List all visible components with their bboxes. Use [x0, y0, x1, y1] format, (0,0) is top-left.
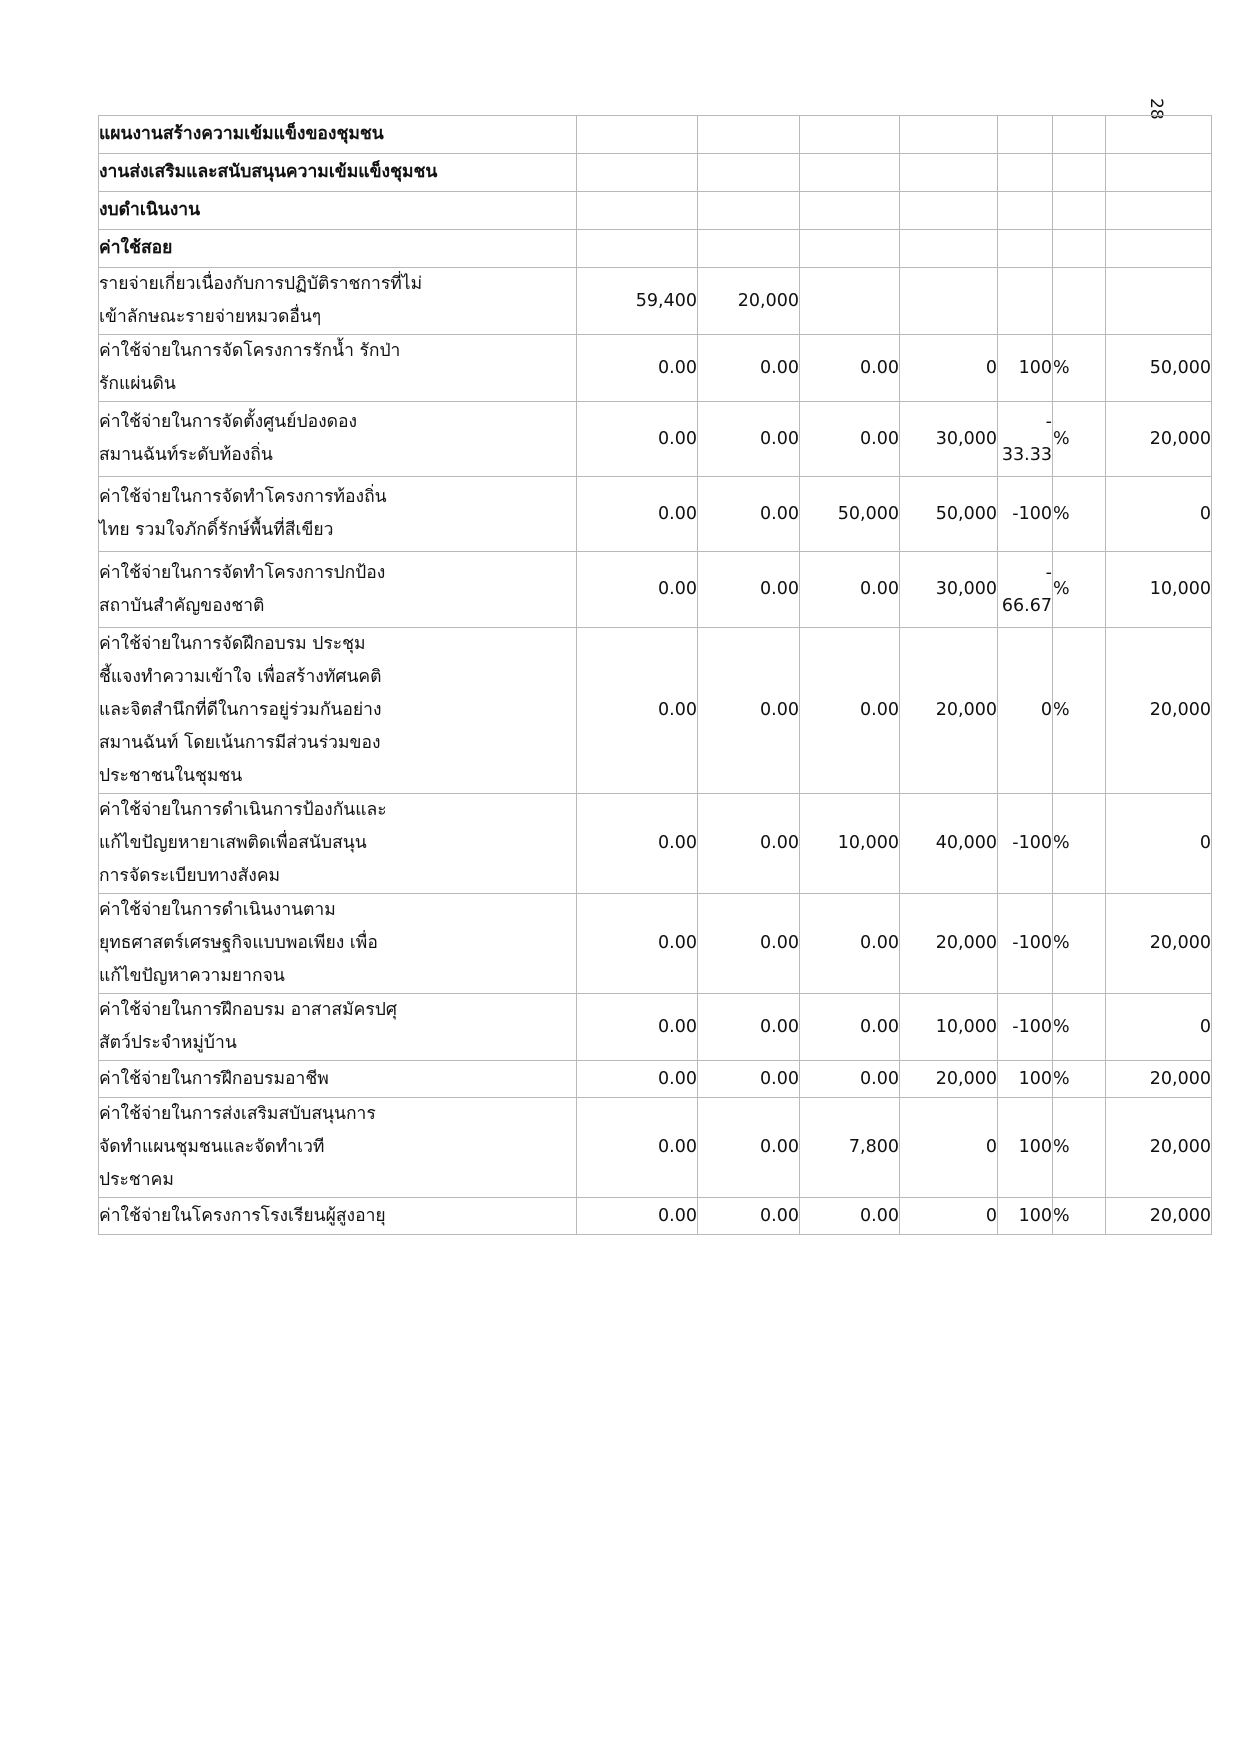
item-label	[99, 628, 577, 794]
label-line: ค่าใช้จ่ายในการส่งเสริมสบับสนุนการ	[99, 1104, 376, 1124]
empty-cell	[800, 116, 900, 154]
percent-unit: %	[1053, 402, 1106, 477]
empty-cell	[1106, 192, 1212, 230]
value-cell: 0.00	[800, 994, 900, 1061]
empty-cell	[698, 116, 800, 154]
empty-cell	[900, 154, 998, 192]
label-line: สถาบันสำคัญของชาติ	[99, 595, 265, 616]
section-header: งานส่งเสริมและสนับสนุนความเข้มแข็งชุมชน	[99, 154, 577, 192]
item-label	[99, 1198, 577, 1235]
empty-cell	[900, 230, 998, 268]
item-row	[99, 552, 1212, 628]
percent-cell: 100	[998, 1061, 1053, 1098]
label-line: จัดทำแผนชุมชนและจัดทำเวที	[99, 1137, 325, 1157]
item-row	[99, 794, 1212, 894]
value-cell: 0.00	[800, 894, 900, 994]
section-header: แผนงานสร้างความเข้มแข็งของชุมชน	[99, 116, 577, 154]
percent-unit: %	[1053, 1098, 1106, 1198]
item-row	[99, 402, 1212, 477]
value-cell: 0.00	[577, 335, 698, 402]
value-cell: 7,800	[800, 1098, 900, 1198]
label-line: แก้ไขปัญหาความยากจน	[99, 966, 285, 986]
label-line: และจิตสำนึกที่ดีในการอยู่ร่วมกันอย่าง	[99, 700, 382, 720]
label-line: ยุทธศาสตร์เศรษฐกิจแบบพอเพียง เพื่อ	[99, 933, 378, 953]
value-cell: 0.00	[698, 894, 800, 994]
item-label	[99, 552, 577, 628]
percent-unit: %	[1053, 335, 1106, 402]
value-cell: 20,000	[900, 628, 998, 794]
percent-line: -	[1045, 412, 1052, 432]
percent-cell: 0	[998, 628, 1053, 794]
empty-cell	[998, 268, 1053, 335]
percent-line: 33.33	[1001, 445, 1052, 465]
item-row	[99, 894, 1212, 994]
value-cell: 0.00	[698, 628, 800, 794]
label-line: สัตว์ประจำหมู่บ้าน	[99, 1033, 237, 1053]
empty-cell	[1106, 230, 1212, 268]
value-cell: 0	[1106, 794, 1212, 894]
header-row	[99, 230, 1212, 268]
empty-cell	[1106, 268, 1212, 335]
label-line: ค่าใช้จ่ายในการฝึกอบรมอาชีพ	[99, 1068, 329, 1089]
label-line: ประชาคม	[99, 1170, 174, 1190]
value-cell: 0.00	[698, 794, 800, 894]
budget-table-body	[99, 116, 1212, 1235]
value-cell: 0.00	[577, 1198, 698, 1235]
value-cell: 20,000	[900, 894, 998, 994]
item-label	[99, 477, 577, 552]
empty-cell	[900, 116, 998, 154]
label-line: ประชาชนในชุมชน	[99, 766, 243, 786]
value-cell: 0.00	[698, 1061, 800, 1098]
value-cell: 0.00	[577, 894, 698, 994]
empty-cell	[900, 192, 998, 230]
value-cell: 20,000	[1106, 894, 1212, 994]
item-label	[99, 1061, 577, 1098]
value-cell: 10,000	[1106, 552, 1212, 628]
empty-cell	[998, 116, 1053, 154]
value-cell: 0	[900, 1098, 998, 1198]
value-cell: 20,000	[900, 1061, 998, 1098]
percent-unit: %	[1053, 477, 1106, 552]
value-cell: 0.00	[577, 1098, 698, 1198]
value-cell: 0.00	[577, 552, 698, 628]
group-label	[99, 268, 577, 335]
empty-cell	[1053, 192, 1106, 230]
label-line: ค่าใช้จ่ายในการดำเนินการป้องกันและ	[99, 800, 387, 820]
empty-cell	[800, 154, 900, 192]
label-line: ค่าใช้จ่ายในการจัดทำโครงการปกป้อง	[99, 562, 386, 583]
value-cell: 30,000	[900, 402, 998, 477]
value-cell: 0.00	[698, 402, 800, 477]
label-line: ค่าใช้จ่ายในการจัดทำโครงการท้องถิ่น	[99, 487, 387, 507]
value-cell: 0.00	[800, 1198, 900, 1235]
label-line: ค่าใช้จ่ายในการดำเนินงานตาม	[99, 900, 336, 920]
item-row	[99, 1198, 1212, 1235]
value-cell: 0.00	[577, 477, 698, 552]
empty-cell	[800, 268, 900, 335]
label-line: เข้าลักษณะรายจ่ายหมวดอื่นๆ	[99, 307, 322, 327]
page-number: 28	[1146, 98, 1166, 120]
value-cell: 0.00	[698, 994, 800, 1061]
section-header: ค่าใช้สอย	[99, 230, 577, 268]
value-cell: 0	[900, 335, 998, 402]
percent-stack	[1002, 406, 1052, 472]
item-label	[99, 994, 577, 1061]
percent-cell: 100	[998, 335, 1053, 402]
value-cell: 0.00	[577, 1061, 698, 1098]
label-line: ค่าใช้จ่ายในการฝึกอบรม อาสาสมัครปศุ	[99, 1000, 397, 1020]
value-cell: 0	[1106, 477, 1212, 552]
value-cell: 0.00	[698, 1198, 800, 1235]
percent-unit: %	[1053, 552, 1106, 628]
value-cell: 30,000	[900, 552, 998, 628]
percent-cell: -100	[998, 477, 1053, 552]
group-row	[99, 268, 1212, 335]
value-cell: 0.00	[800, 402, 900, 477]
percent-cell	[998, 402, 1053, 477]
empty-cell	[1053, 268, 1106, 335]
percent-cell: -100	[998, 794, 1053, 894]
item-label	[99, 794, 577, 894]
value-cell: 20,000	[1106, 402, 1212, 477]
percent-unit: %	[1053, 894, 1106, 994]
empty-cell	[998, 192, 1053, 230]
item-row	[99, 335, 1212, 402]
empty-cell	[577, 230, 698, 268]
empty-cell	[900, 268, 998, 335]
header-row	[99, 192, 1212, 230]
value-cell: 50,000	[1106, 335, 1212, 402]
empty-cell	[1053, 154, 1106, 192]
section-header: งบดำเนินงาน	[99, 192, 577, 230]
value-cell: 0.00	[800, 335, 900, 402]
header-row	[99, 154, 1212, 192]
item-label	[99, 402, 577, 477]
percent-unit: %	[1053, 1198, 1106, 1235]
percent-cell: -100	[998, 894, 1053, 994]
value-cell: 20,000	[1106, 628, 1212, 794]
value-cell: 50,000	[900, 477, 998, 552]
item-row	[99, 628, 1212, 794]
percent-cell: 100	[998, 1098, 1053, 1198]
label-line: สมานฉันท์ โดยเน้นการมีส่วนร่วมของ	[99, 733, 381, 753]
value-cell: 0.00	[577, 794, 698, 894]
value-cell: 0.00	[698, 1098, 800, 1198]
item-row	[99, 477, 1212, 552]
label-line: รักแผ่นดิน	[99, 374, 176, 394]
item-row	[99, 1098, 1212, 1198]
budget-table	[98, 115, 1212, 1235]
empty-cell	[577, 116, 698, 154]
value-cell: 0	[900, 1198, 998, 1235]
value-cell: 0.00	[698, 477, 800, 552]
empty-cell	[800, 230, 900, 268]
value-cell: 0.00	[800, 1061, 900, 1098]
value-cell: 10,000	[900, 994, 998, 1061]
empty-cell	[577, 192, 698, 230]
percent-cell: -100	[998, 994, 1053, 1061]
value-cell: 0.00	[577, 402, 698, 477]
value-cell: 0	[1106, 994, 1212, 1061]
value-cell: 20,000	[1106, 1061, 1212, 1098]
value-cell: 59,400	[577, 268, 698, 335]
value-cell: 20,000	[1106, 1098, 1212, 1198]
label-line: ค่าใช้จ่ายในการจัดโครงการรักน้ำ รักป่า	[99, 341, 401, 361]
item-row	[99, 1061, 1212, 1098]
label-line: ค่าใช้จ่ายในการจัดฝึกอบรม ประชุม	[99, 634, 366, 654]
label-line: แก้ไขปัญยหายาเสพติดเพื่อสนับสนุน	[99, 833, 367, 853]
value-cell: 0.00	[577, 628, 698, 794]
value-cell: 40,000	[900, 794, 998, 894]
empty-cell	[698, 154, 800, 192]
empty-cell	[1106, 116, 1212, 154]
label-line: ค่าใช้จ่ายในการจัดตั้งศูนย์ปองดอง	[99, 412, 358, 432]
percent-cell: 100	[998, 1198, 1053, 1235]
label-line: ค่าใช้จ่ายในโครงการโรงเรียนผู้สูงอายุ	[99, 1205, 386, 1226]
percent-unit: %	[1053, 1061, 1106, 1098]
empty-cell	[800, 192, 900, 230]
item-label	[99, 1098, 577, 1198]
percent-unit: %	[1053, 794, 1106, 894]
empty-cell	[698, 192, 800, 230]
value-cell: 0.00	[577, 994, 698, 1061]
label-line: รายจ่ายเกี่ยวเนื่องกับการปฏิบัติราชการที่ไม่	[99, 274, 423, 294]
percent-line: 66.67	[1001, 595, 1052, 616]
empty-cell	[1106, 154, 1212, 192]
percent-stack	[1002, 557, 1052, 623]
empty-cell	[1053, 116, 1106, 154]
item-label	[99, 335, 577, 402]
value-cell: 50,000	[800, 477, 900, 552]
empty-cell	[698, 230, 800, 268]
value-cell: 20,000	[698, 268, 800, 335]
item-label	[99, 894, 577, 994]
empty-cell	[998, 230, 1053, 268]
value-cell: 0.00	[698, 552, 800, 628]
value-cell: 10,000	[800, 794, 900, 894]
item-row	[99, 994, 1212, 1061]
percent-line: -	[1045, 562, 1052, 583]
percent-cell	[998, 552, 1053, 628]
value-cell: 0.00	[698, 335, 800, 402]
percent-unit: %	[1053, 994, 1106, 1061]
label-line: การจัดระเบียบทางสังคม	[99, 866, 281, 886]
value-cell: 20,000	[1106, 1198, 1212, 1235]
empty-cell	[577, 154, 698, 192]
label-line: สมานฉันท์ระดับท้องถิ่น	[99, 445, 273, 465]
empty-cell	[1053, 230, 1106, 268]
label-line: ไทย รวมใจภักดิ์รักษ์พื้นที่สีเขียว	[99, 520, 334, 540]
percent-unit: %	[1053, 628, 1106, 794]
header-row	[99, 116, 1212, 154]
value-cell: 0.00	[800, 628, 900, 794]
value-cell: 0.00	[800, 552, 900, 628]
label-line: ชี้แจงทำความเข้าใจ เพื่อสร้างทัศนคติ	[99, 667, 382, 687]
empty-cell	[998, 154, 1053, 192]
